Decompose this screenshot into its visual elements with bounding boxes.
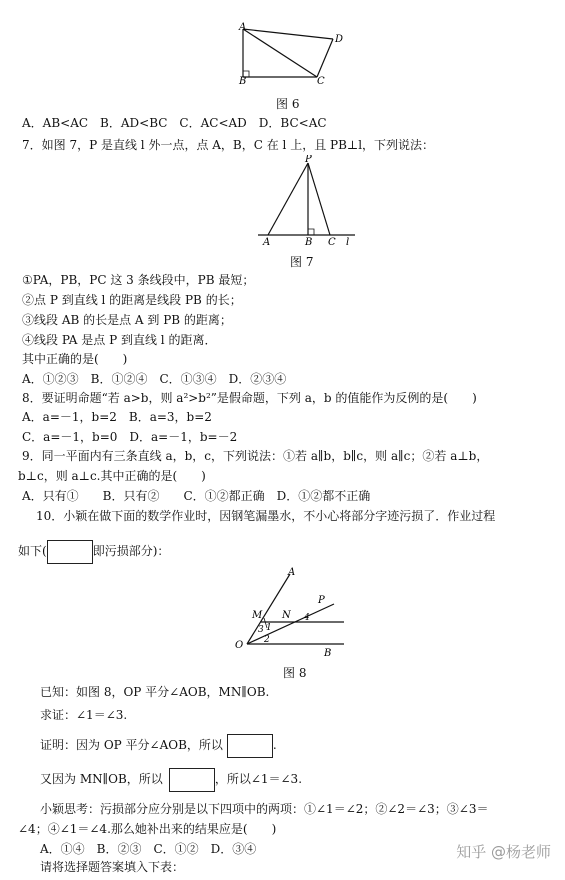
figure-6 [225,22,355,84]
fig8-label-o: O [235,640,244,651]
proof2-pre: 又因为 MN∥OB，所以 [40,772,163,786]
fig7-label-c: C [328,237,336,247]
blot-box [47,540,93,564]
figure-8 [232,566,347,660]
proof-line-2 [40,767,302,792]
q10-pre: 如下( [18,544,47,558]
q10-post: 即污损部分)： [92,544,170,558]
proof2-post: ，所以∠1＝∠3. [214,772,303,786]
fig6-label-c: C [317,76,325,84]
proof-line-1 [40,733,277,758]
q8-options-2: C．a=－1，b=0 D．a=－1，b=－2 [22,430,238,444]
figure-7 [250,155,360,247]
q8-stem: 8．要证明命题“若 a>b，则 a²>b²”是假命题，下列 a，b 的值能作为反例的是( ) [22,391,477,405]
fig8-label-p: P [318,595,325,606]
q9-options: A．只有① B．只有② C．①②都正确 D．①②都不正确 [22,489,371,503]
q7-item-1: ①PA，PB，PC 这 3 条线段中，PB 最短； [22,273,255,287]
proof1-post: . [272,738,277,752]
given: 已知：如图 8，OP 平分∠AOB，MN∥OB. [40,685,270,699]
q6-options: A．AB<AC B．AD<BC C．AC<AD D．BC<AC [22,116,327,130]
fig8-label-a: A [288,567,296,578]
think-line-2: ∠4；④∠1＝∠4.那么她补出来的结果应是( ) [18,822,277,836]
fig8-label-b: B [324,648,332,659]
q7-item-3: ③线段 AB 的长是点 A 到 PB 的距离； [22,313,232,327]
q10-line-2 [18,538,169,564]
fig8-angle-4: 4 [304,613,310,623]
fig8-angle-2: 2 [264,635,270,645]
think-line-1: 小颖思考：污损部分应分别是以下四项中的两项：①∠1＝∠2；②∠2＝∠3；③∠3＝ [40,802,489,816]
q7-options: A．①②③ B．①②④ C．①③④ D．②③④ [22,372,287,386]
proof1-pre: 证明：因为 OP 平分∠AOB，所以 [40,738,223,752]
q7-item-4: ④线段 PA 是点 P 到直线 l 的距离． [22,333,217,347]
fig7-caption: 图 7 [290,255,314,269]
q7-stem: 7．如图 7，P 是直线 l 外一点，点 A，B，C 在 l 上，且 PB⊥l，下列说法： [22,138,435,152]
fig8-label-n: N [282,610,291,621]
q8-options-1: A．a=－1，b=2 B．a=3，b=2 [22,410,212,424]
fig7-label-l: l [346,237,350,247]
blot-box-2 [169,768,215,792]
q10-line-1: 10．小颖在做下面的数学作业时，因钢笔漏墨水，不小心将部分字迹污损了．作业过程 [36,509,496,523]
prove: 求证：∠1＝∠3. [40,708,128,722]
fig6-caption: 图 6 [276,97,300,111]
fig8-angle-3: 3 [258,625,264,635]
q9-line-1: 9．同一平面内有三条直线 a，b，c，下列说法：①若 a∥b，b∥c，则 a∥c；②若 a⊥b， [22,449,489,463]
q7-ask: 其中正确的是( ) [22,352,128,366]
q7-item-2: ②点 P 到直线 l 的距离是线段 PB 的长； [22,293,242,307]
fig7-label-b: B [305,237,313,247]
fig6-label-b: B [239,76,247,84]
footer-instruction: 请将选择题答案填入下表： [40,860,185,874]
fig7-label-a: A [263,237,271,247]
fig6-label-d: D [335,34,344,45]
fig8-angle-1: 1 [266,623,272,633]
fig8-label-m: M [252,610,263,621]
q10-options: A．①④ B．②③ C．①② D．③④ [40,842,257,856]
blot-box-1 [227,734,273,758]
fig7-label-p: P [305,155,312,165]
q9-line-2: b⊥c，则 a⊥c.其中正确的是( ) [18,469,206,483]
fig6-label-a: A [239,22,247,33]
watermark: 知乎 @杨老师 [456,843,551,861]
fig8-caption: 图 8 [283,666,307,680]
